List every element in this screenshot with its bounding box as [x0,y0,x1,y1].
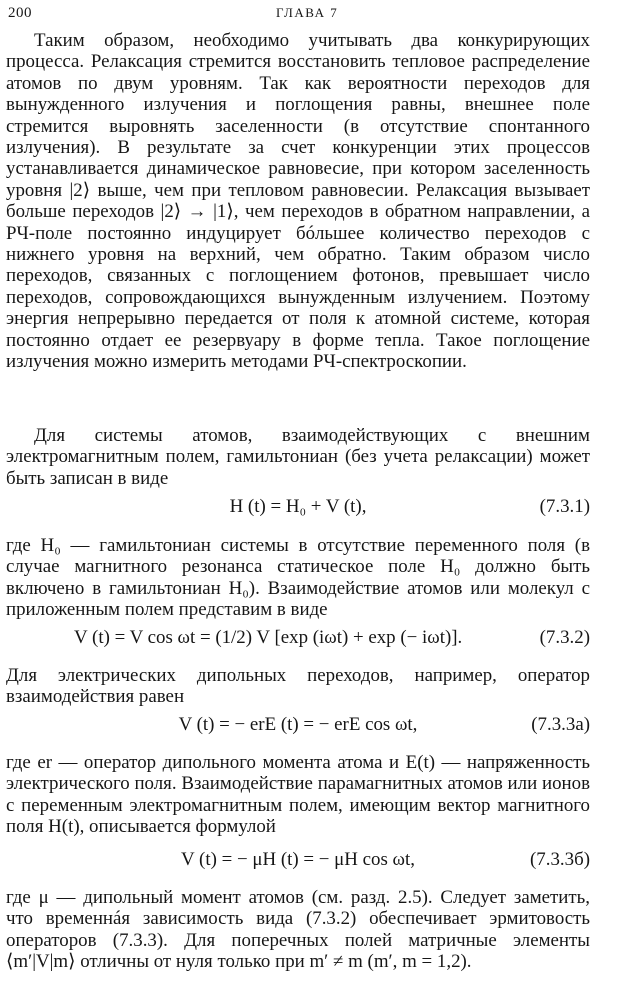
equation-number: (7.3.3a) [531,714,590,735]
paragraph-dipole-operator: где er — оператор дипольного момента атома и E(t) — напряженность электрического поля. Взаимодействие парамагнитных атомов или ионов с переменным электромагнитным полем, имеющим вектор магнитного поля H(t), описывается формулой [6,752,590,838]
paragraph-electric-dipole: Для электрических дипольных переходов, например, оператор взаимодействия равен [6,665,590,708]
equation-number: (7.3.3б) [530,849,590,870]
equation-formula: V (t) = − erE (t) = − erE cos ωt, [178,714,418,735]
paragraph-magnetic-moment: где μ — дипольный момент атомов (см. разд. 2.5). Следует заметить, что временнáя зависимость вида (7.3.2) обеспечивает эрмитовость операторов (7.3.3). Для поперечных полей матричные элементы ⟨m′|V|m⟩ отличны от нуля только при m′ ≠ m (m′, m = 1,2). [6,887,590,973]
paragraph-h0-definition: где H₀ — гамильтониан системы в отсутствие переменного поля (в случае магнитного резонанса статическое поле H₀ должно быть включено в гамильтониан H₀). Взаимодействие атомов или молекул с приложенным полем представим в виде [6,535,590,621]
running-title: ГЛАВА 7 [276,5,339,20]
equation-7-3-2 [6,626,590,650]
equation-7-3-3b [6,848,590,872]
equation-formula: H (t) = H₀ + V (t), [229,496,367,517]
page-number: 200 [8,5,32,21]
equation-7-3-1 [6,495,590,519]
equation-formula: V (t) = V cos ωt = (1/2) V [exp (iωt) + exp (− iωt)]. [74,627,463,648]
equation-number: (7.3.2) [539,627,590,648]
equation-7-3-3a [6,713,590,737]
paragraph-hamiltonian-intro: Для системы атомов, взаимодействующих с внешним электромагнитным полем, гамильтониан (без учета релаксации) может быть записан в виде [6,425,590,489]
equation-formula: V (t) = − μH (t) = − μH cos ωt, [181,849,415,870]
paragraph-competing-processes: Таким образом, необходимо учитывать два конкурирующих процесса. Релаксация стремится восстановить тепловое распределение атомов по двум уровням. Так как вероятности переходов для вынужденного излучения и поглощения равны, внешнее поле стремится выровнять заселенности (в отсутствие спонтанного излучения). В результате за счет конкуренции этих процессов устанавливается динамическое равновесие, при котором заселенность уровня |2⟩ выше, чем при тепловом равновесии. Релаксация вызывает больше переходов |2⟩ → |1⟩, чем переходов в обратном направлении, а РЧ-поле постоянно индуцирует бóльшее количество переходов с нижнего уровня на верхний, чем обратно. Таким образом число переходов, связанных с поглощением фотонов, превышает число переходов, сопровождающихся вынужденным излучением. Поэтому энергия непрерывно передается от поля к атомной системе, которая постоянно отдает ее резервуару в форме тепла. Такое поглощение излучения можно измерить методами РЧ-спектроскопии. [6,30,590,373]
equation-number: (7.3.1) [539,496,590,517]
